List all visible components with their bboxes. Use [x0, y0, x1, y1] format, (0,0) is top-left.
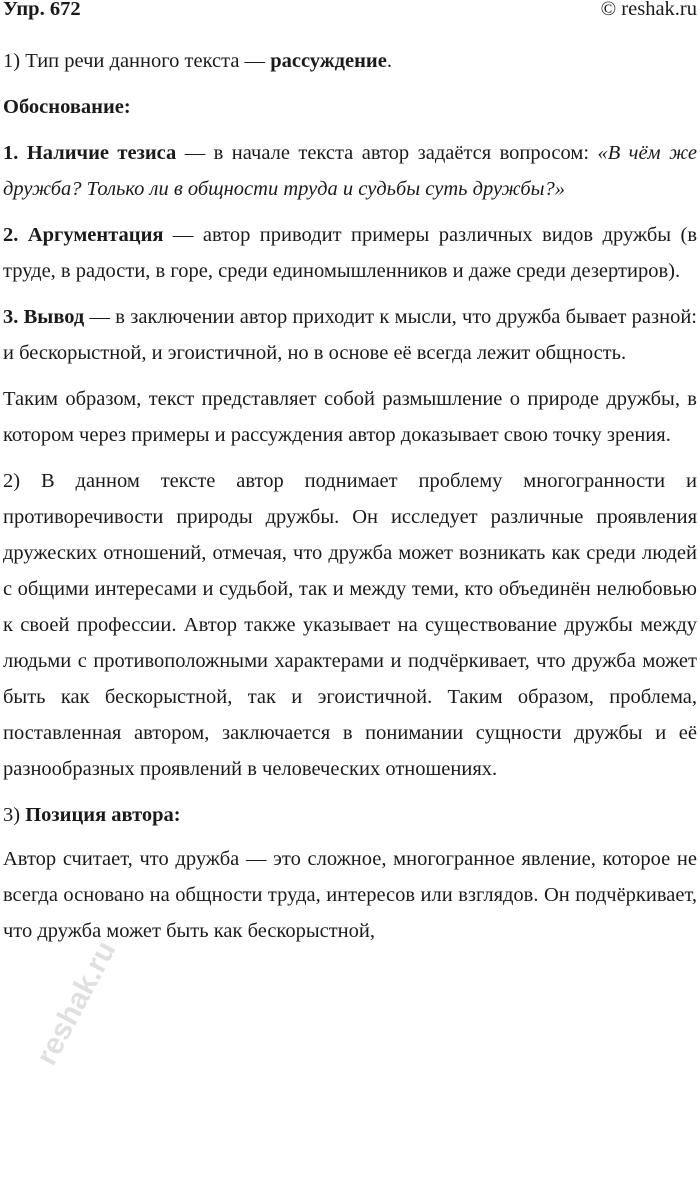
part-3-lead: 3)	[3, 804, 26, 826]
watermark: reshak.ru	[30, 935, 123, 1071]
speech-type: рассуждение	[270, 50, 387, 72]
answer-part-3	[3, 797, 697, 833]
author-position-text: Автор считает, что дружба — это сложное, многогранное явление, которое не всегда основано на общности труда, интересов или взглядов. Он подчёркивает, что дружба может быть как бескорыстной,	[3, 848, 697, 942]
summary-paragraph: Таким образом, текст представляет собой размышление о природе дружбы, в котором через примеры и рассуждения автор доказывает свою точку зрения.	[3, 388, 697, 446]
justification-heading-text: Обоснование:	[3, 96, 131, 118]
point-thesis-label: 1. Наличие тезиса	[3, 142, 177, 164]
page-header	[0, 0, 700, 30]
point-thesis-text: — в начале текста автор задаётся вопросом:	[176, 142, 598, 164]
point-conclusion	[3, 299, 697, 371]
part-1-end: .	[386, 50, 392, 72]
exercise-number: Упр. 672	[3, 0, 81, 20]
point-thesis	[3, 135, 697, 207]
part-1-lead: 1) Тип речи данного текста —	[3, 50, 271, 72]
answer-content	[3, 43, 697, 959]
answer-part-1	[3, 43, 697, 79]
point-conclusion-text: — в заключении автор приходит к мысли, что дружба бывает разной: и бескорыстной, и эгоистичной, но в основе её всегда лежит общность.	[3, 306, 697, 364]
site-copyright[interactable]: © reshak.ru	[600, 0, 697, 20]
point-argumentation	[3, 217, 697, 289]
justification-heading	[3, 89, 697, 125]
answer-part-2: 2) В данном тексте автор поднимает проблему многогранности и противоречивости природы дружбы. Он исследует различные проявления дружеских отношений, отмечая, что дружба может возникать как среди людей с общими интересами и судьбой, так и между теми, кто объединён нелюбовью к своей профессии. Автор также указывает на существование дружбы между людьми с противоположными характерами и подчёркивает, что дружба может быть как бескорыстной, так и эгоистичной. Таким образом, проблема, поставленная автором, заключается в понимании сущности дружбы и её разнообразных проявлений в человеческих отношениях.	[3, 470, 697, 780]
point-thesis-quote: «В чём же дружба? Только ли в общности труда и судьбы суть дружбы?»	[3, 142, 697, 200]
author-position-heading: Позиция автора:	[25, 804, 181, 826]
point-argumentation-label: 2. Аргументация	[3, 224, 164, 246]
point-conclusion-label: 3. Вывод	[3, 306, 85, 328]
point-argumentation-text: — автор приводит примеры различных видов дружбы (в труде, в радости, в горе, среди единомышленников и даже среди дезертиров).	[3, 224, 698, 282]
